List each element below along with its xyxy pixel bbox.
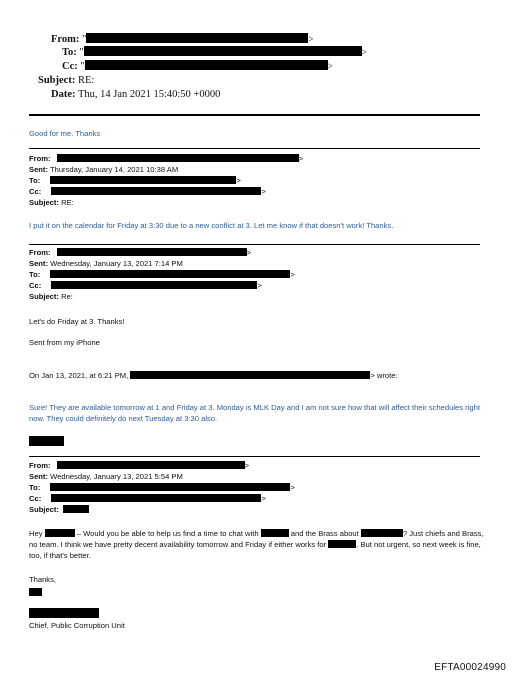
redacted-quote-sender — [130, 371, 370, 379]
top-to-row — [62, 46, 367, 59]
redacted-topic — [361, 529, 403, 537]
top-from-quote: " — [82, 34, 87, 45]
msg4-body-part5: . But not urgent, so next week is fine, too, if that's better. — [29, 540, 481, 560]
msg2-cc-label: Cc: — [29, 187, 42, 196]
header-divider — [29, 114, 480, 116]
top-from-label: From: — [51, 34, 80, 45]
msg3-quote-wrote: > wrote: — [370, 371, 398, 380]
redacted-from — [86, 33, 308, 43]
msg3-subject-row — [29, 292, 73, 302]
redacted-msg2-from — [57, 154, 299, 162]
redacted-msg3-to — [50, 270, 290, 278]
msg2-from-label: From: — [29, 154, 51, 163]
msg4-body-part3: and the Brass about — [288, 529, 359, 538]
redacted-quote-signature — [29, 436, 64, 446]
msg3-subject-label: Subject: — [29, 292, 59, 301]
msg4-sent-label: Sent: — [29, 472, 48, 481]
msg2-subject-row — [29, 198, 74, 208]
msg3-divider — [29, 244, 480, 245]
msg3-from-row: From: > — [29, 248, 252, 257]
msg4-subject-row — [29, 505, 89, 515]
msg2-body: I put it on the calendar for Friday at 3:30 due to a new conflict at 3. Let me know if that doesn't work! Thanks. — [29, 221, 394, 230]
msg4-cc-row: Cc: > — [29, 494, 266, 503]
msg2-sent-row — [29, 165, 178, 175]
msg4-to-row: To: > — [29, 483, 295, 492]
msg3-cc-row: Cc: > — [29, 281, 262, 290]
redacted-msg2-to — [50, 176, 236, 184]
msg3-to-label: To: — [29, 270, 41, 279]
msg4-body-part2: – Would you be able to help us find a time to chat with — [74, 529, 259, 538]
redacted-msg4-to — [50, 483, 290, 491]
msg4-from-row: From: > — [29, 461, 250, 470]
msg3-signature: Sent from my iPhone — [29, 338, 100, 347]
msg3-sent-value: Wednesday, January 13, 2021 7:14 PM — [50, 259, 183, 268]
msg4-closing: Thanks, — [29, 575, 57, 584]
msg3-sent-row — [29, 259, 183, 269]
redacted-to — [84, 46, 362, 56]
msg2-sent-label: Sent: — [29, 165, 48, 174]
top-cc-label: Cc: — [62, 61, 78, 72]
msg4-cc-label: Cc: — [29, 494, 42, 503]
msg4-to-label: To: — [29, 483, 41, 492]
redacted-msg3-from — [57, 248, 247, 256]
redacted-cc — [85, 60, 328, 70]
msg2-from-row: From: > — [29, 154, 304, 163]
top-cc-quote: " — [80, 61, 85, 72]
redacted-msg4-subject — [63, 505, 89, 513]
msg2-divider — [29, 148, 480, 149]
msg3-quote-intro-row — [29, 371, 398, 381]
msg2-cc-row: Cc: > — [29, 187, 266, 196]
redacted-msg4-from — [57, 461, 245, 469]
redacted-msg4-cc — [51, 494, 261, 502]
redacted-signer-name — [29, 608, 99, 618]
msg4-signature-title: Chief, Public Corruption Unit — [29, 621, 125, 630]
redacted-msg2-cc — [51, 187, 261, 195]
redacted-signer-initial — [29, 588, 42, 596]
redacted-chat-name — [261, 529, 289, 537]
top-subject-label: Subject: — [38, 75, 76, 86]
msg2-subject-value: RE: — [61, 198, 74, 207]
msg2-sent-value: Thursday, January 14, 2021 10:38 AM — [49, 165, 179, 174]
msg4-body — [29, 528, 484, 561]
msg2-to-label: To: — [29, 176, 41, 185]
msg4-body-part4: ? Just chiefs and Brass, no team. I think we have pretty decent availability tomorrow and Friday if either works for — [29, 529, 484, 549]
top-date-value: Thu, 14 Jan 2021 15:40:50 +0000 — [77, 89, 221, 100]
top-subject-row — [38, 74, 94, 87]
top-to-quote: " — [79, 47, 84, 58]
top-from-gt: > — [308, 34, 314, 44]
msg3-subject-value: Re: — [61, 292, 73, 301]
top-cc-row — [62, 60, 333, 73]
msg4-subject-label: Subject: — [29, 505, 59, 514]
msg3-sent-label: Sent: — [29, 259, 48, 268]
msg3-quote-intro: On Jan 13, 2021, at 6:21 PM, — [29, 371, 129, 380]
msg3-quoted-body: Sure! They are available tomorrow at 1 and Friday at 3. Monday is MLK Day and I am not sure how that will affect their schedules right now. They could definitely do next Tuesday at 3:30 also. — [29, 403, 480, 423]
msg4-body-greeting: Hey — [29, 529, 43, 538]
redacted-works-for — [328, 540, 356, 548]
top-from-row — [51, 33, 313, 46]
document-id: EFTA00024990 — [434, 662, 506, 673]
msg3-from-label: From: — [29, 248, 51, 257]
top-date-label: Date: — [51, 89, 76, 100]
msg1-body: Good for me. Thanks — [29, 129, 101, 138]
msg3-to-row: To: > — [29, 270, 295, 279]
top-to-gt: > — [361, 47, 367, 57]
msg4-sent-value: Wednesday, January 13, 2021 5:54 PM — [50, 472, 183, 481]
top-subject-value: RE: — [77, 75, 95, 86]
top-to-label: To: — [62, 47, 77, 58]
msg2-subject-label: Subject: — [29, 198, 59, 207]
msg4-divider — [29, 456, 480, 457]
msg3-body: Let's do Friday at 3. Thanks! — [29, 317, 125, 326]
redacted-recipient-name — [45, 529, 75, 537]
top-cc-gt: > — [327, 61, 333, 71]
top-date-row — [51, 88, 220, 101]
redacted-msg3-cc — [51, 281, 257, 289]
msg4-sent-row — [29, 472, 183, 482]
msg2-to-row: To: > — [29, 176, 241, 185]
msg4-from-label: From: — [29, 461, 51, 470]
msg3-cc-label: Cc: — [29, 281, 42, 290]
